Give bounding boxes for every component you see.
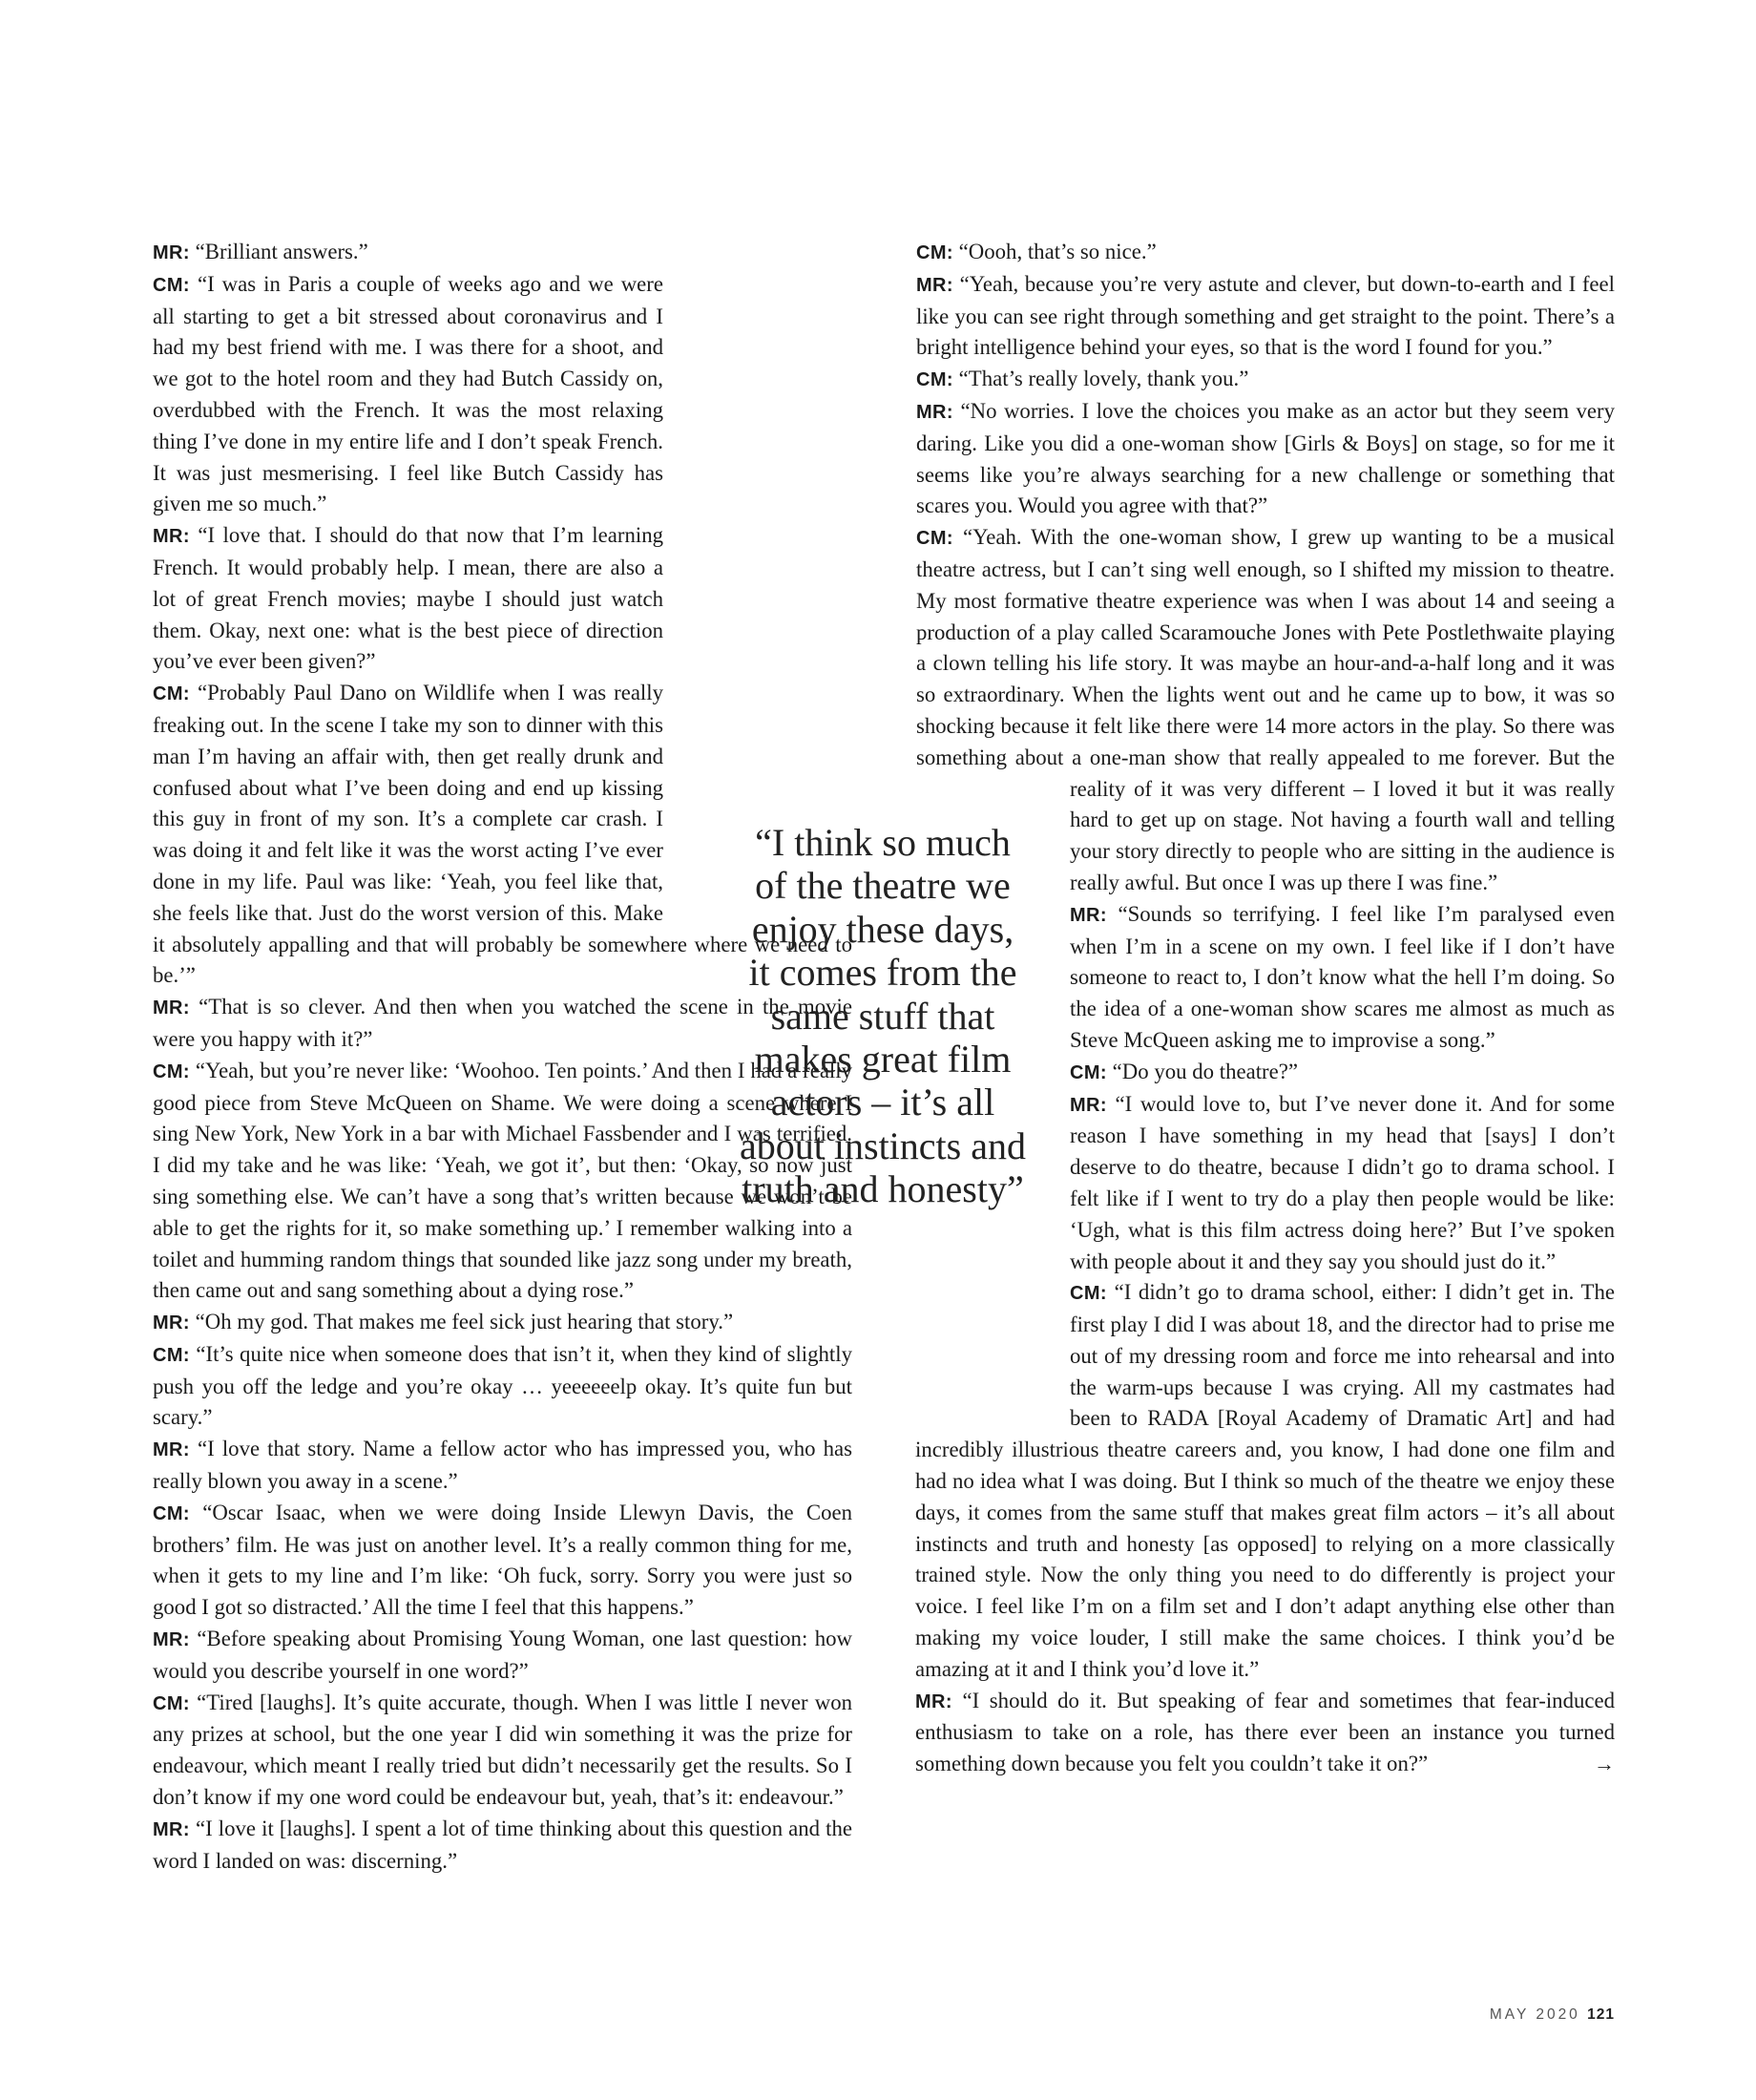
paragraph-text: “Oh my god. That makes me feel sick just hearing that story.” <box>195 1310 734 1334</box>
interview-paragraph <box>915 269 1615 364</box>
paragraph-text: “I should do it. But speaking of fear and sometimes that fear-induced enthusiasm to take on a role, has there ever been an instance you turned something down because you felt you couldn’t take it on?” <box>915 1688 1616 1776</box>
paragraph-text: “Yeah. With the one-woman show, I grew up wanting to be a musical theatre actress, but I can’t sing well enough, so I shifted my mission to theatre. My most formative theatre experience was when I was about 14 and seeing a production of a play called Scaramouche Jones with Pete Postlethwaite playing a clown telling his life story. It was maybe an hour-and-a-half long and it was so extraordinary. When the lights went out and he came up to bow, it was so shocking because it felt like there were 14 more actors in the play. So there was something about a one-man show that really appealed to me forever. But the reality of it was very different – I loved it but it was really hard to get up on stage. Not having a fourth wall and telling your story directly to people who are sitting in the audience is really awful. But once I was up there I was fine.” <box>916 525 1616 894</box>
interview-paragraph <box>153 1814 852 1878</box>
paragraph-text: “Brilliant answers.” <box>195 240 368 263</box>
page-number: 121 <box>1587 2006 1615 2023</box>
speaker-label: MR: <box>153 242 190 263</box>
paragraph-text: “I love it [laughs]. I spent a lot of time thinking about this question and the word I landed on was: discerning.” <box>153 1816 852 1873</box>
interview-paragraph <box>915 237 1615 269</box>
interview-paragraph <box>153 1624 852 1688</box>
speaker-label: CM: <box>153 1502 190 1524</box>
speaker-label: MR: <box>916 401 953 423</box>
paragraph-text: “No worries. I love the choices you make as an actor but they seem very daring. Like you did a one-woman show [Girls & Boys] on stage, so for me it seems like you’re always searching for a new challenge or something that scares you. Would you agree with that?” <box>916 398 1615 518</box>
page-folio <box>1490 2006 1615 2024</box>
speaker-label: CM: <box>153 1060 190 1082</box>
paragraph-text: “Yeah, because you’re very astute and clever, but down-to-earth and I feel like you can see right through something and get straight to the point. There’s a bright intelligence behind your eyes, so that is the word I found for you.” <box>916 271 1615 360</box>
speaker-label: MR: <box>153 1439 190 1461</box>
paragraph-text: “I would love to, but I’ve never done it. And for some reason I have something in my head that [says] I don’t deserve to do theatre, because I didn’t go to drama school. I felt like if I went to try do a play then people would be like: ‘Ugh, what is this film actress doing here?’ But I’ve spoken with people about it and they say you should just do it.” <box>1070 1091 1615 1273</box>
paragraph-text: “Oscar Isaac, when we were doing Inside Llewyn Davis, the Coen brothers’ film. He was just on another level. It’s a really common thing for me, when it gets to my line and I’m like: ‘Oh fuck, sorry. Sorry you were just so good I got so distracted.’ All the time I feel that this happens.” <box>153 1500 852 1620</box>
paragraph-text: “That’s really lovely, thank you.” <box>958 367 1249 391</box>
paragraph-text: “That is so clever. And then when you watched the scene in the movie were you happy with it?” <box>153 995 852 1051</box>
paragraph-text: “Tired [laughs]. It’s quite accurate, though. When I was little I never won any prizes at school, but the one year I did win something it was the prize for endeavour, which meant I really tried but didn’t necessarily get the results. So I don’t know if my one word could be endeavour but, yeah, that’s it: endeavour.” <box>153 1690 852 1810</box>
paragraph-text: “Yeah, but you’re never like: ‘Woohoo. Ten points.’ And then I had a really good piece from Steve McQueen on Shame. We were doing a scene where I sing New York, New York in a bar with Michael Fassbender and I was terrified. I did my take and he was like: ‘Yeah, we got it’, but then: ‘Okay, so now just sing something else. We can’t have a song that’s written because we won’t be able to get the rights for it, so make something up.’ I remember walking into a toilet and humming random things that sounded like jazz song under my breath, then came out and sang something about a dying rose.” <box>153 1058 853 1303</box>
pull-quote: “I think so much of the theatre we enjoy these days, it comes from the same stuff that makes great film actors – it’s all about instincts and truth and honesty” <box>740 821 1026 1211</box>
speaker-label: MR: <box>153 526 190 548</box>
speaker-label: CM: <box>916 528 953 550</box>
interview-paragraph <box>915 396 1615 522</box>
paragraph-text: “Oooh, that’s so nice.” <box>958 240 1157 263</box>
paragraph-text: “Do you do theatre?” <box>1112 1059 1298 1083</box>
speaker-label: CM: <box>153 274 190 296</box>
speaker-label: MR: <box>153 1312 190 1334</box>
speaker-label: CM: <box>153 1344 190 1366</box>
speaker-label: CM: <box>1070 1283 1107 1305</box>
paragraph-text: “Sounds so terrifying. I feel like I’m paralysed even when I’m in a scene on my own. I feel like if I don’t have someone to react to, I don’t know what the hell I’m doing. So the idea of a one-woman show scares me almost as much as Steve McQueen asking me to improvise a song.” <box>1070 901 1615 1052</box>
speaker-label: MR: <box>153 1629 190 1651</box>
speaker-label: CM: <box>916 242 953 263</box>
speaker-label: CM: <box>153 683 190 705</box>
interview-paragraph <box>153 1688 852 1814</box>
speaker-label: CM: <box>916 369 953 391</box>
paragraph-text: “I was in Paris a couple of weeks ago and we were all starting to get a bit stressed about coronavirus and I had my best friend with me. I was there for a shoot, and we got to the hotel room and they had Butch Cassidy on, overdubbed with the French. It was the most relaxing thing I’ve done in my entire life and I don’t speak French. It was just mesmerising. I feel like Butch Cassidy has given me so much.” <box>153 271 663 516</box>
speaker-label: MR: <box>915 1690 952 1712</box>
continue-arrow: → <box>1594 1752 1615 1776</box>
speaker-label: MR: <box>1070 1094 1107 1116</box>
issue-date: MAY 2020 <box>1489 2006 1580 2023</box>
paragraph-text: “Probably Paul Dano on Wildlife when I was really freaking out. In the scene I take my son to dinner with this man I’m having an affair with, then get really drunk and confused about what I’ve been doing and end up kissing this guy in front of my son. It’s a complete car crash. I was doing it and felt like it was the worst acting I’ve ever done in my life. Paul was like: ‘Yeah, you feel like that, she feels like that. Just do the worst version of this. Make it absolutely appalling and that will probably be somewhere where we need to be.’” <box>153 681 852 988</box>
speaker-label: CM: <box>1070 1061 1107 1083</box>
paragraph-text: “Before speaking about Promising Young Woman, one last question: how would you describe yourself in one word?” <box>153 1627 852 1683</box>
interview-paragraph <box>153 1307 852 1339</box>
interview-paragraph <box>153 1339 852 1434</box>
speaker-label: MR: <box>916 274 953 296</box>
paragraph-text: “It’s quite nice when someone does that isn’t it, when they kind of slightly push you off the ledge and you’re okay … yeeeeeelp okay. It’s quite fun but scary.” <box>153 1341 852 1430</box>
speaker-label: MR: <box>153 1818 190 1840</box>
pull-quote-gap <box>663 237 852 898</box>
paragraph-text: “I love that. I should do that now that I’m learning French. It would probably help. I mean, there are also a lot of great French movies; maybe I should just watch them. Okay, next one: what is the best piece of direction you’ve ever been given?” <box>153 523 663 674</box>
speaker-label: CM: <box>153 1692 190 1714</box>
paragraph-text: “I love that story. Name a fellow actor who has impressed you, who has really blown you away in a scene.” <box>153 1437 852 1494</box>
speaker-label: MR: <box>1070 904 1107 926</box>
speaker-label: MR: <box>153 998 190 1019</box>
interview-paragraph <box>153 1498 852 1624</box>
interview-paragraph <box>915 364 1615 396</box>
paragraph-text: “I didn’t go to drama school, either: I didn’t get in. The first play I did I was about 18, and the director had to prise me out of my dressing room and force me into rehearsal and into the warm-ups because I was crying. All my castmates had been to RADA [Royal Academy of Dramatic Art] and had incredibly illustrious theatre careers and, you know, I had done one film and had no idea what I was doing. But I think so much of the theatre we enjoy these days, it comes from the same stuff that makes great film actors – it’s all about instincts and truth and honesty [as opposed] to relying on a more classically trained style. Now the only thing you need to do differently is project your voice. I feel like I’m on a film set and I don’t adapt anything else other than making my voice louder, I still make the same choices. I think you’d be amazing at it and I think you’d love it.” <box>915 1280 1616 1681</box>
interview-paragraph <box>153 1434 852 1498</box>
